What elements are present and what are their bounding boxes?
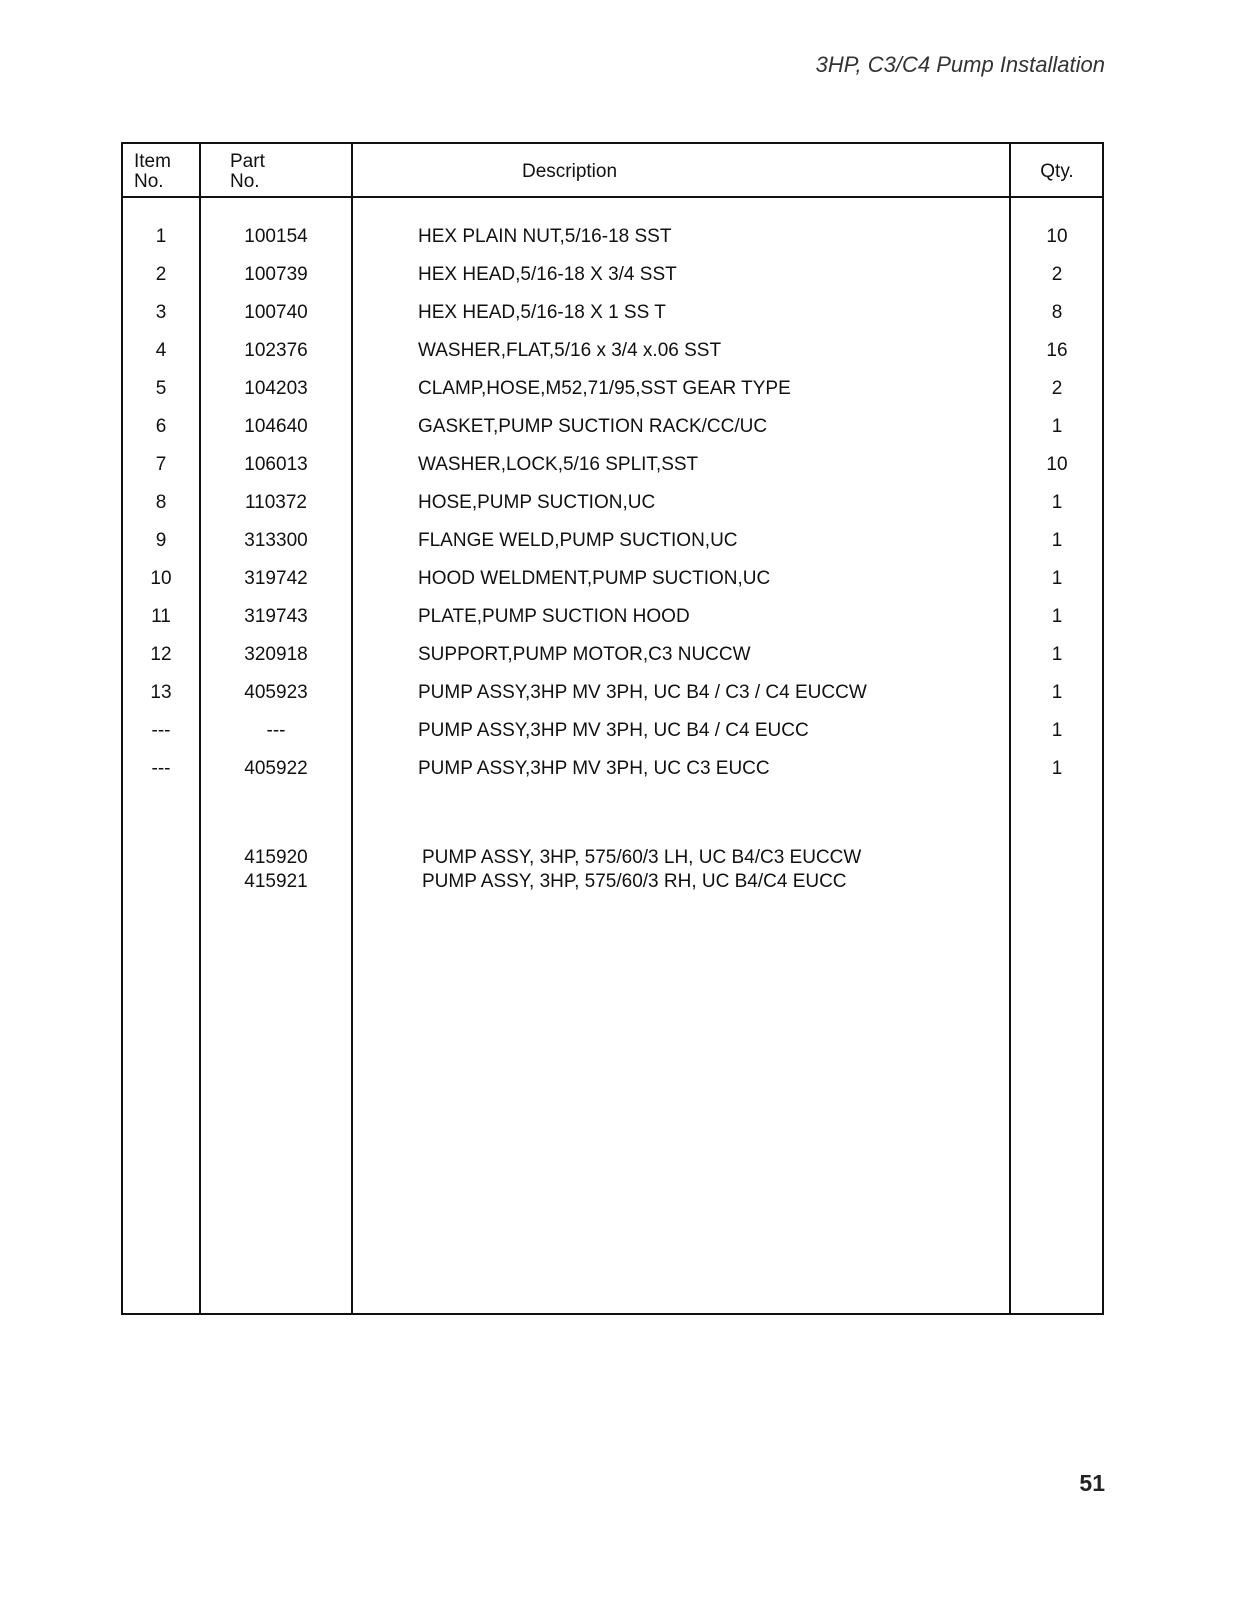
table-cell-qty: 2 [1051, 378, 1063, 399]
table-cell-item: --- [151, 720, 171, 741]
table-cell-part: 104640 [244, 416, 308, 437]
parts-table [121, 142, 1104, 1315]
table-cell-part: 106013 [244, 454, 308, 475]
table-cell-desc: SUPPORT,PUMP MOTOR,C3 NUCCW [418, 644, 751, 665]
table-cell-item: --- [151, 758, 171, 779]
column-header-item-line2: No. [134, 171, 164, 192]
table-cell-item: 4 [155, 340, 167, 361]
column-header-part-line2: No. [230, 171, 260, 192]
table-cell-qty: 1 [1051, 568, 1063, 589]
table-cell-item: 13 [150, 682, 172, 703]
table-cell-part: 313300 [244, 530, 308, 551]
table-cell-item: 9 [155, 530, 167, 551]
table-cell-qty: 1 [1051, 606, 1063, 627]
table-cell-part: 100739 [244, 264, 308, 285]
table-cell-desc: PUMP ASSY,3HP MV 3PH, UC B4 / C4 EUCC [418, 720, 809, 741]
table-cell-qty: 10 [1046, 226, 1068, 247]
table-cell-qty: 1 [1051, 720, 1063, 741]
table-cell-item: 12 [150, 644, 172, 665]
column-header-item-line1: Item [134, 151, 171, 172]
table-cell-qty: 1 [1051, 758, 1063, 779]
table-cell-item: 10 [150, 568, 172, 589]
column-divider [351, 144, 353, 1313]
table-cell-qty: 8 [1051, 302, 1063, 323]
table-cell-part: 102376 [244, 340, 308, 361]
table-cell-item: 1 [155, 226, 167, 247]
table-cell-desc: WASHER,FLAT,5/16 x 3/4 x.06 SST [418, 340, 722, 361]
table-cell-desc: HEX PLAIN NUT,5/16-18 SST [418, 226, 672, 247]
table-cell-qty: 1 [1051, 530, 1063, 551]
page-header-title: 3HP, C3/C4 Pump Installation [815, 52, 1105, 77]
table-cell-desc: CLAMP,HOSE,M52,71/95,SST GEAR TYPE [418, 378, 791, 399]
table-cell-item: 5 [155, 378, 167, 399]
table-cell-qty: 1 [1051, 682, 1063, 703]
table-cell-qty: 16 [1046, 340, 1068, 361]
table-cell-qty: 2 [1051, 264, 1063, 285]
table-cell-desc: PUMP ASSY, 3HP, 575/60/3 LH, UC B4/C3 EUCCW [422, 847, 862, 868]
table-cell-desc: PLATE,PUMP SUCTION HOOD [418, 606, 690, 627]
table-cell-part: 405922 [244, 758, 308, 779]
column-header-item [134, 152, 171, 192]
table-cell-desc: GASKET,PUMP SUCTION RACK/CC/UC [418, 416, 768, 437]
table-cell-desc: PUMP ASSY,3HP MV 3PH, UC B4 / C3 / C4 EUCCW [418, 682, 867, 703]
table-cell-desc: HOOD WELDMENT,PUMP SUCTION,UC [418, 568, 771, 589]
table-cell-part: 100154 [244, 226, 308, 247]
table-cell-item: 6 [155, 416, 167, 437]
table-cell-part: 104203 [244, 378, 308, 399]
table-cell-part: 319743 [244, 606, 308, 627]
table-cell-part: 319742 [244, 568, 308, 589]
table-cell-item: 11 [151, 606, 171, 627]
table-cell-part: 405923 [244, 682, 308, 703]
column-header-part-line1: Part [230, 151, 265, 172]
column-header-description: Description [522, 161, 618, 182]
table-cell-qty: 10 [1046, 454, 1068, 475]
table-cell-qty: 1 [1051, 492, 1063, 513]
table-cell-part: 320918 [244, 644, 308, 665]
table-cell-qty: 1 [1051, 644, 1063, 665]
table-cell-desc: HEX HEAD,5/16-18 X 1 SS T [418, 302, 666, 323]
table-cell-part: 415921 [244, 871, 308, 892]
table-cell-item: 7 [155, 454, 167, 475]
table-cell-desc: HOSE,PUMP SUCTION,UC [418, 492, 656, 513]
column-header-qty: Qty. [1040, 161, 1074, 182]
table-cell-part: 100740 [244, 302, 308, 323]
table-cell-qty: 1 [1051, 416, 1063, 437]
table-cell-desc: HEX HEAD,5/16-18 X 3/4 SST [418, 264, 677, 285]
table-cell-part: --- [266, 720, 286, 741]
table-cell-item: 3 [155, 302, 167, 323]
table-cell-desc: PUMP ASSY,3HP MV 3PH, UC C3 EUCC [418, 758, 770, 779]
column-header-part [230, 152, 265, 192]
header-divider [123, 196, 1102, 198]
page-number: 51 [1079, 1470, 1105, 1496]
table-cell-item: 2 [155, 264, 167, 285]
table-cell-desc: WASHER,LOCK,5/16 SPLIT,SST [418, 454, 699, 475]
table-cell-part: 415920 [244, 847, 308, 868]
table-cell-desc: PUMP ASSY, 3HP, 575/60/3 RH, UC B4/C4 EUCC [422, 871, 847, 892]
table-cell-item: 8 [155, 492, 167, 513]
table-cell-desc: FLANGE WELD,PUMP SUCTION,UC [418, 530, 738, 551]
table-cell-part: 110372 [245, 492, 307, 513]
